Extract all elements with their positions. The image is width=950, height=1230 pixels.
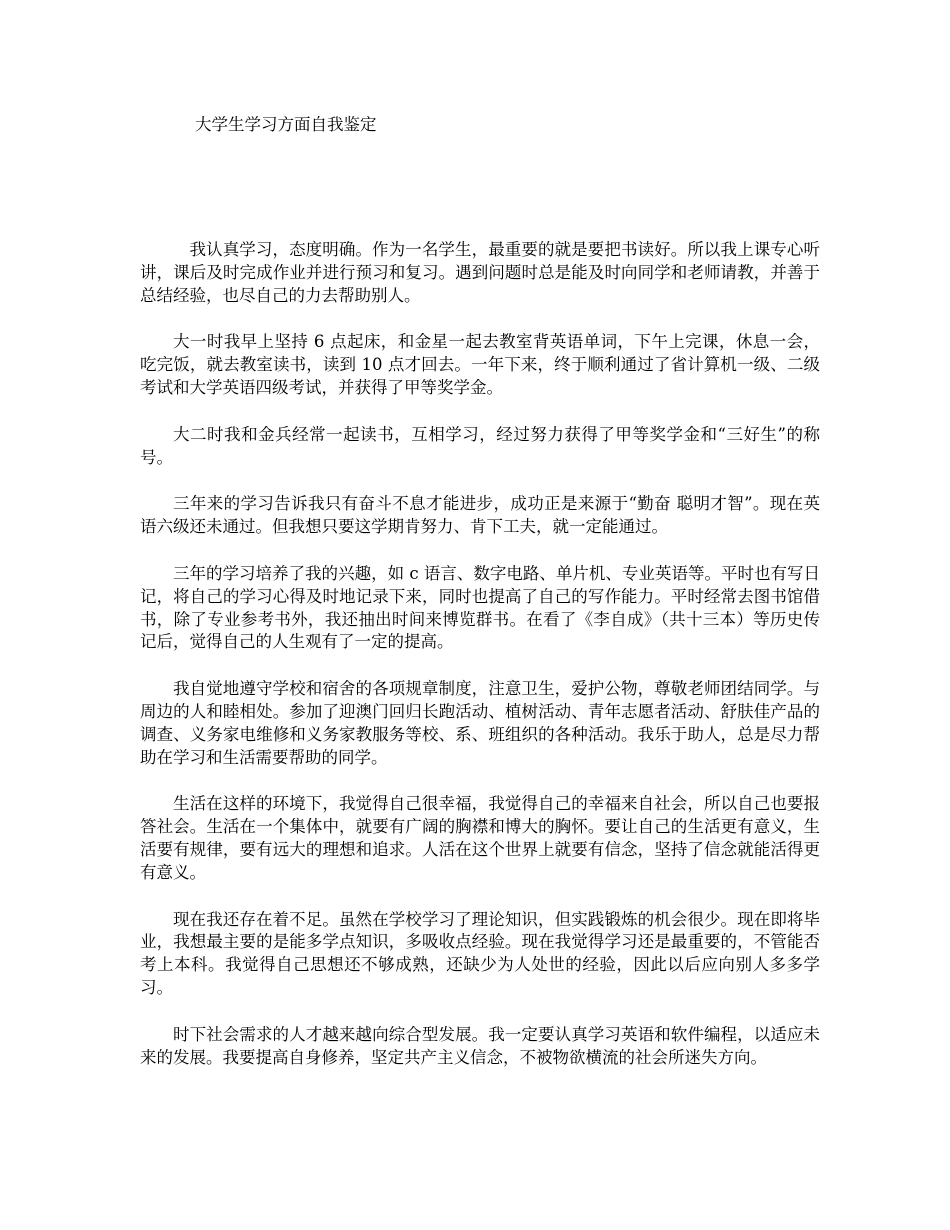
paragraph-sophomore-year: 大二时我和金兵经常一起读书，互相学习，经过努力获得了甲等奖学金和“三好生”的称号。 <box>140 424 820 467</box>
paragraph-shortcomings: 现在我还存在着不足。虽然在学校学习了理论知识，但实践锻炼的机会很少。现在即将毕业，我想最主要的是能多学点知识，多吸收点经验。现在我觉得学习还是最重要的，不管能否考上本科。我觉得自己思想还不够成熟，还缺少为人处世的经验，因此以后应向别人多多学习。 <box>140 909 820 997</box>
paragraph-life-attitude: 生活在这样的环境下，我觉得自己很幸福，我觉得自己的幸福来自社会，所以自己也要报答社会。生活在一个集体中，就要有广阔的胸襟和博大的胸怀。要让自己的生活更有意义，生活要有规律，要有远大的理想和追求。人活在这个世界上就要有信念，坚持了信念就能活得更有意义。 <box>140 794 820 882</box>
paragraph-future-goals: 时下社会需求的人才越来越向综合型发展。我一定要认真学习英语和软件编程，以适应未来的发展。我要提高自身修养，坚定共产主义信念，不被物欲横流的社会所迷失方向。 <box>140 1024 820 1067</box>
paragraph-interests: 三年的学习培养了我的兴趣，如 c 语言、数字电路、单片机、专业英语等。平时也有写日记，将自己的学习心得及时地记录下来，同时也提高了自己的写作能力。平时经常去图书馆借书，除了专业参考书外，我还抽出时间来博览群书。在看了《李自成》（共十三本）等历史传记后，觉得自己的人生观有了一定的提高。 <box>140 563 820 652</box>
document-body <box>140 239 820 1093</box>
paragraph-discipline-activities: 我自觉地遵守学校和宿舍的各项规章制度，注意卫生，爱护公物，尊敬老师团结同学。与周边的人和睦相处。参加了迎澳门回归长跑活动、植树活动、青年志愿者活动、舒肤佳产品的调查、义务家电维修和义务家教服务等校、系、班组织的各种活动。我乐于助人，总是尽力帮助在学习和生活需要帮助的同学。 <box>140 679 820 767</box>
document-title: 大学生学习方面自我鉴定 <box>195 115 377 134</box>
paragraph-three-years-lesson: 三年来的学习告诉我只有奋斗不息才能进步，成功正是来源于“勤奋 聪明才智”。现在英语六级还未通过。但我想只要这学期肯努力、肯下工夫，就一定能通过。 <box>140 494 820 537</box>
paragraph-study-attitude: 我认真学习，态度明确。作为一名学生，最重要的就是要把书读好。所以我上课专心听讲，课后及时完成作业并进行预习和复习。遇到问题时总是能及时向同学和老师请教，并善于总结经验，也尽自己的力去帮助别人。 <box>140 240 820 305</box>
paragraph-freshman-year: 大一时我早上坚持 6 点起床，和金星一起去教室背英语单词，下午上完课，休息一会，吃完饭，就去教室读书，读到 10 点才回去。一年下来，终于顺利通过了省计算机一级、二级考试和大学英语四级考试，并获得了甲等奖学金。 <box>140 332 820 397</box>
